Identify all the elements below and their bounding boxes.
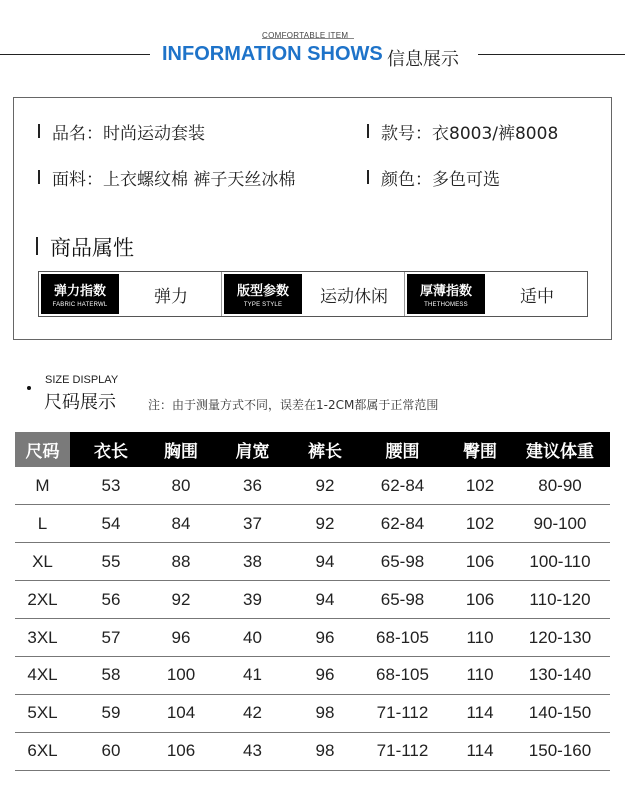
table-cell: 54	[70, 505, 152, 543]
table-cell: 3XL	[15, 619, 70, 657]
table-cell: 98	[295, 732, 355, 770]
size-bullet-dot	[27, 386, 31, 390]
table-cell: 100-110	[510, 543, 610, 581]
table-cell: 80-90	[510, 467, 610, 505]
attribute-label-text: 版型参数	[236, 284, 289, 299]
table-cell: 57	[70, 619, 152, 657]
column-header: 腰围	[355, 432, 450, 467]
attribute-value-thickness: 适中	[520, 286, 554, 307]
table-cell: 36	[210, 467, 295, 505]
table-cell: 110-120	[510, 581, 610, 619]
table-cell: 92	[295, 467, 355, 505]
info-bullet-bar	[367, 170, 369, 184]
attribute-label-text: 弹力指数	[53, 284, 106, 299]
table-cell: 92	[152, 581, 210, 619]
table-cell: 43	[210, 732, 295, 770]
product-name: 品名：时尚运动套装	[52, 124, 205, 144]
table-cell: 94	[295, 581, 355, 619]
header-subtitle: COMFORTABLE ITEM	[262, 31, 349, 40]
table-cell: 60	[70, 732, 152, 770]
size-title-cn: 尺码展示	[44, 392, 116, 413]
table-cell: 68-105	[355, 656, 450, 694]
table-row	[15, 694, 610, 732]
column-header: 尺码	[15, 432, 70, 467]
size-table	[15, 432, 610, 771]
column-header: 裤长	[295, 432, 355, 467]
table-cell: 65-98	[355, 581, 450, 619]
table-row	[15, 656, 610, 694]
table-cell: 120-130	[510, 619, 610, 657]
attribute-value-fit: 运动休闲	[304, 272, 405, 316]
table-cell: 96	[295, 656, 355, 694]
size-table-header	[15, 432, 610, 467]
table-row	[15, 581, 610, 619]
table-cell: 53	[70, 467, 152, 505]
product-model: 款号：衣8003/裤8008	[381, 124, 559, 144]
table-cell: 92	[295, 505, 355, 543]
table-cell: 88	[152, 543, 210, 581]
column-header: 肩宽	[210, 432, 295, 467]
properties-title: 商品属性	[50, 236, 134, 260]
table-cell: 96	[152, 619, 210, 657]
table-cell: 41	[210, 656, 295, 694]
table-cell: 2XL	[15, 581, 70, 619]
table-cell: L	[15, 505, 70, 543]
table-cell: 5XL	[15, 694, 70, 732]
properties-bullet-bar	[36, 237, 38, 255]
table-cell: 100	[152, 656, 210, 694]
table-cell: 140-150	[510, 694, 610, 732]
table-cell: 38	[210, 543, 295, 581]
column-header: 臀围	[450, 432, 510, 467]
table-cell: 102	[450, 467, 510, 505]
info-bullet-bar	[367, 124, 369, 138]
table-cell: 39	[210, 581, 295, 619]
table-cell: 80	[152, 467, 210, 505]
table-row	[15, 505, 610, 543]
table-cell: 56	[70, 581, 152, 619]
attribute-row	[38, 271, 588, 317]
table-cell: 114	[450, 732, 510, 770]
header-line-left	[0, 54, 150, 55]
table-cell: 40	[210, 619, 295, 657]
table-cell: 62-84	[355, 467, 450, 505]
table-cell: 4XL	[15, 656, 70, 694]
attribute-value-elasticity: 弹力	[121, 272, 222, 316]
table-cell: 110	[450, 619, 510, 657]
table-cell: 110	[450, 656, 510, 694]
column-header: 衣长	[70, 432, 152, 467]
table-row	[15, 619, 610, 657]
attribute-label-fit	[224, 274, 302, 314]
table-cell: 42	[210, 694, 295, 732]
table-cell: 71-112	[355, 694, 450, 732]
table-cell: 106	[450, 543, 510, 581]
attribute-label-thickness	[407, 274, 485, 314]
header-line-right	[478, 54, 625, 55]
attribute-label-sub: TYPE STYLE	[243, 302, 283, 308]
table-cell: 68-105	[355, 619, 450, 657]
table-cell: 104	[152, 694, 210, 732]
table-cell: 94	[295, 543, 355, 581]
table-cell: 62-84	[355, 505, 450, 543]
table-cell: 55	[70, 543, 152, 581]
table-cell: 65-98	[355, 543, 450, 581]
table-row	[15, 732, 610, 770]
table-cell: 71-112	[355, 732, 450, 770]
header-title-cn: 信息展示	[387, 49, 459, 70]
attribute-label-sub: THETHOMESS	[424, 302, 468, 308]
header-title: INFORMATION SHOWS	[162, 43, 383, 65]
product-color: 颜色：多色可选	[381, 170, 500, 190]
table-cell: 130-140	[510, 656, 610, 694]
column-header: 胸围	[152, 432, 210, 467]
size-note: 注：由于测量方式不同，误差在1-2CM都属于正常范围	[148, 398, 439, 412]
table-cell: 84	[152, 505, 210, 543]
table-cell: 150-160	[510, 732, 610, 770]
table-cell: 114	[450, 694, 510, 732]
table-cell: 59	[70, 694, 152, 732]
table-cell: 37	[210, 505, 295, 543]
table-cell: M	[15, 467, 70, 505]
table-cell: 98	[295, 694, 355, 732]
product-fabric: 面料：上衣螺纹棉 裤子天丝冰棉	[52, 170, 296, 190]
attribute-label-text: 厚薄指数	[419, 284, 472, 299]
info-bullet-bar	[38, 170, 40, 184]
table-row	[15, 467, 610, 505]
table-cell: 96	[295, 619, 355, 657]
table-cell: 6XL	[15, 732, 70, 770]
table-cell: 102	[450, 505, 510, 543]
table-cell: 58	[70, 656, 152, 694]
attribute-label-sub: FABRIC HATERWL	[52, 302, 108, 308]
info-bullet-bar	[38, 124, 40, 138]
table-cell: 106	[152, 732, 210, 770]
column-header: 建议体重	[510, 432, 610, 467]
attribute-label-elasticity	[41, 274, 119, 314]
size-title-en: SIZE DISPLAY	[45, 374, 119, 386]
table-cell: 90-100	[510, 505, 610, 543]
table-row	[15, 543, 610, 581]
table-cell: XL	[15, 543, 70, 581]
table-cell: 106	[450, 581, 510, 619]
